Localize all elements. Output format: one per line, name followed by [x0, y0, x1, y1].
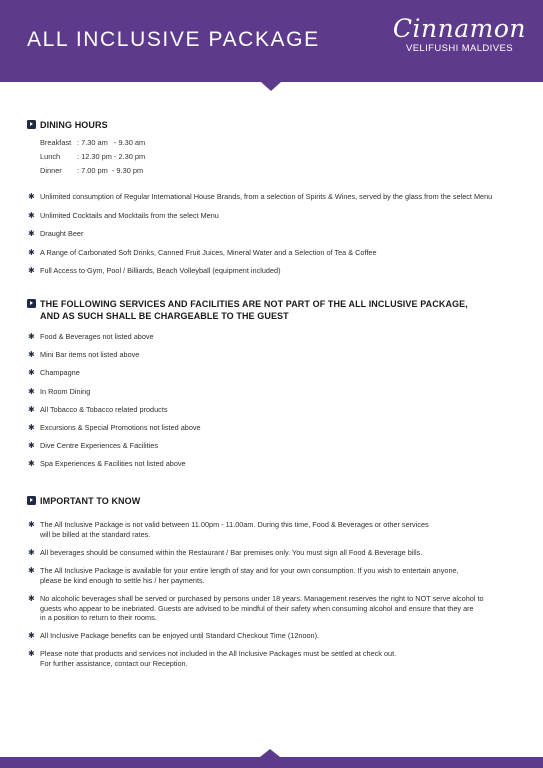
section-title: THE FOLLOWING SERVICES AND FACILITIES ARE NOT PART OF THE ALL INCLUSIVE PACKAGE, AND AS SUCH SHALL BE CHARGEABLE TO THE GUEST [40, 299, 468, 321]
excluded-list [28, 332, 201, 478]
hours-row [40, 165, 145, 177]
list-item: ✱ Dive Centre Experiences & Facilities [28, 441, 159, 451]
list-item: ✱ The All Inclusive Package is available for your entire length of stay and for your own consumption. If you wish to entertain anyone, please be kind enough to settle his / her payments. [28, 566, 459, 585]
asterisk-bullet-icon: ✱ [28, 350, 35, 360]
included-list [28, 192, 492, 285]
list-item: ✱ All Inclusive Package benefits can be enjoyed until Standard Checkout Time (12noon). [28, 631, 320, 640]
asterisk-bullet-icon: ✱ [28, 386, 35, 396]
asterisk-bullet-icon: ✱ [28, 548, 35, 557]
asterisk-bullet-icon: ✱ [28, 404, 35, 414]
asterisk-bullet-icon: ✱ [28, 594, 35, 603]
asterisk-bullet-icon: ✱ [28, 247, 35, 257]
meal-label: Dinner [40, 166, 62, 175]
brand-logo-wordmark: Cinnamon [392, 14, 526, 43]
asterisk-bullet-icon: ✱ [28, 566, 35, 575]
footer-band [0, 757, 543, 768]
meal-time: : 7.00 pm - 9.30 pm [77, 166, 144, 175]
meal-time: : 7.30 am - 9.30 am [77, 138, 146, 147]
section-title: IMPORTANT TO KNOW [40, 496, 141, 506]
list-item: ✱ Mini Bar items not listed above [28, 350, 140, 360]
asterisk-bullet-icon: ✱ [28, 210, 35, 220]
play-square-icon [27, 496, 36, 505]
important-list [28, 520, 484, 671]
list-item: ✱ All Tobacco & Tobacco related products [28, 404, 168, 414]
list-item: ✱ Food & Beverages not listed above [28, 332, 154, 341]
list-item: ✱ Unlimited consumption of Regular International House Brands, from a selection of Spirits & Wines, served by the glass from the select Menu [28, 192, 493, 201]
asterisk-bullet-icon: ✱ [28, 520, 35, 529]
list-item: ✱ The All Inclusive Package is not valid between 11.00pm - 11.00am. During this time, Food & Beverages or other services will be billed at the standard rates. [28, 520, 429, 539]
meal-label: Lunch [40, 152, 61, 161]
dining-hours-table [40, 137, 145, 177]
list-item: ✱ No alcoholic beverages shall be served or purchased by persons under 18 years. Management reserves the right to NOT serve alcohol to guests who appear to be inebriated. Guests are advised to be mindful of their safety when consuming alcohol and ensure that they are in a position to return to their rooms. [28, 594, 484, 622]
section-excluded-services [27, 298, 468, 322]
hours-row [40, 137, 145, 149]
play-square-icon [27, 299, 36, 308]
page-title: ALL INCLUSIVE PACKAGE [27, 28, 320, 51]
list-item: ✱ All beverages should be consumed within the Restaurant / Bar premises only. You must sign all Food & Beverage bills. [28, 548, 423, 557]
hours-row [40, 151, 145, 163]
asterisk-bullet-icon: ✱ [28, 649, 35, 658]
list-item: ✱ Full Access to Gym, Pool / Billiards, Beach Volleyball (equipment included) [28, 266, 281, 275]
list-item: ✱ Draught Beer [28, 229, 84, 238]
section-important-to-know [27, 495, 140, 507]
list-item: ✱ Excursions & Special Promotions not listed above [28, 422, 201, 432]
meal-label: Breakfast [40, 138, 72, 147]
asterisk-bullet-icon: ✱ [28, 368, 35, 378]
play-square-icon [27, 120, 36, 129]
asterisk-bullet-icon: ✱ [28, 459, 35, 469]
section-title: DINING HOURS [40, 120, 108, 130]
footer-notch [260, 749, 280, 757]
asterisk-bullet-icon: ✱ [28, 631, 35, 640]
header-banner [0, 0, 543, 82]
asterisk-bullet-icon: ✱ [28, 332, 35, 341]
asterisk-bullet-icon: ✱ [28, 441, 35, 451]
asterisk-bullet-icon: ✱ [28, 422, 35, 432]
section-dining-hours [27, 119, 108, 131]
list-item: ✱ Please note that products and services not included in the All Inclusive Packages must be settled at check out. For further assistance, contact our Reception. [28, 649, 397, 668]
list-item: ✱ A Range of Carbonated Soft Drinks, Canned Fruit Juices, Mineral Water and a Selection of Tea & Coffee [28, 247, 377, 257]
brand-logo [393, 16, 526, 54]
asterisk-bullet-icon: ✱ [28, 229, 35, 238]
header-notch [261, 82, 281, 91]
asterisk-bullet-icon: ✱ [28, 192, 35, 201]
list-item: ✱ In Room Dining [28, 386, 91, 396]
list-item: ✱ Spa Experiences & Facilities not listed above [28, 459, 186, 469]
list-item: ✱ Unlimited Cocktails and Mocktails from the select Menu [28, 210, 219, 220]
list-item: ✱ Champagne [28, 368, 80, 378]
meal-time: : 12.30 pm - 2.30 pm [77, 152, 146, 161]
brand-location: VELIFUSHI MALDIVES [405, 43, 513, 54]
asterisk-bullet-icon: ✱ [28, 266, 35, 275]
